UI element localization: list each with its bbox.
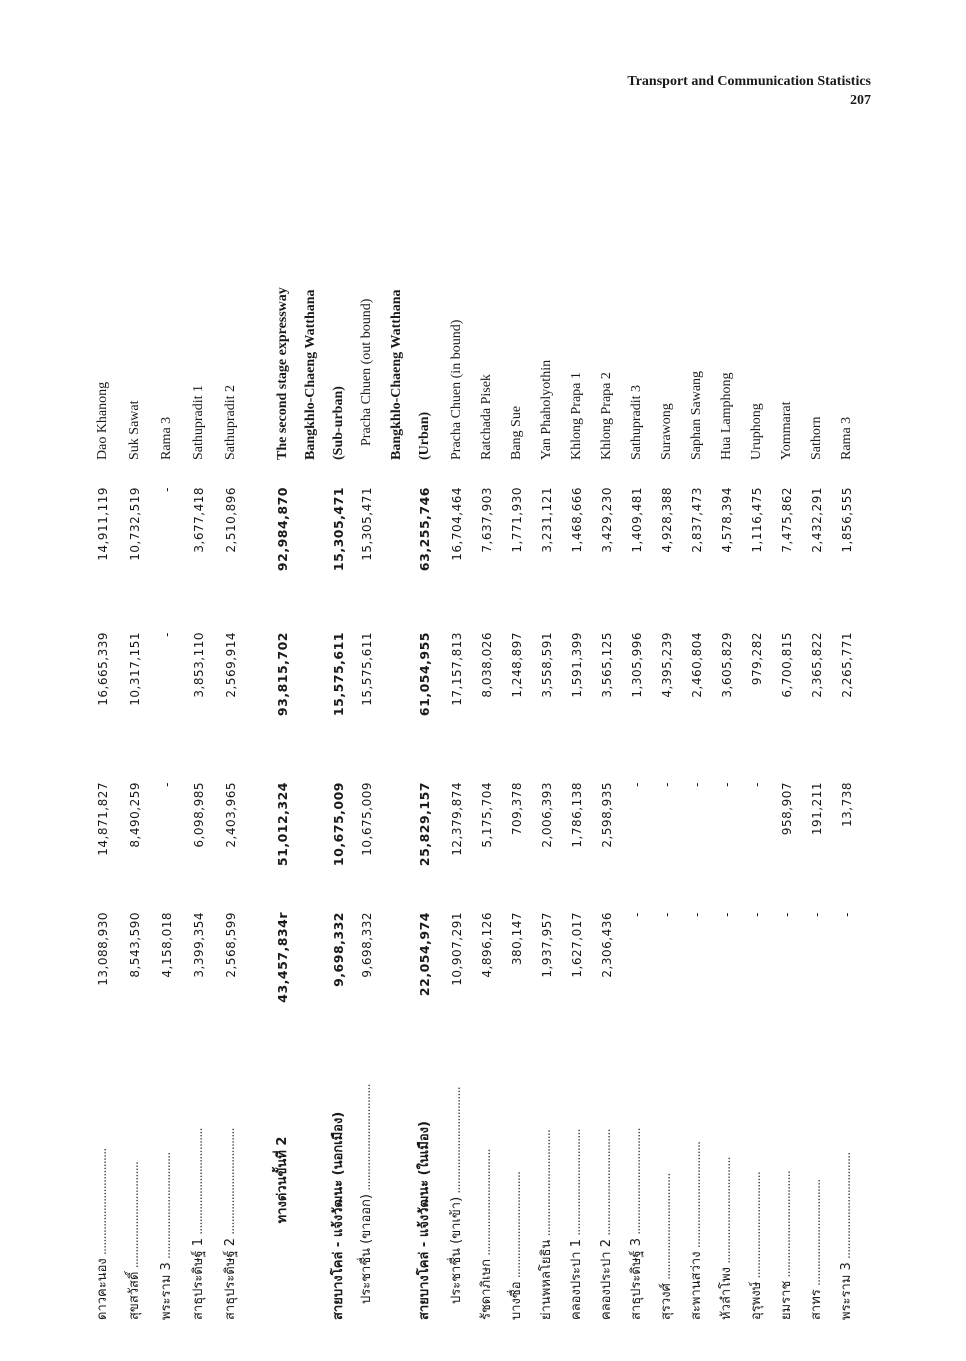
thai-label: คลองประปา 1 .................................. (569, 1129, 584, 1320)
value-col-4: 1,856,555 (840, 487, 854, 553)
table-row-heading (384, 160, 410, 1320)
english-label: Pracha Chuen (in bound) (449, 319, 464, 460)
value-col-2: 13,738 (840, 782, 854, 827)
value-col-4: 2,510,896 (224, 487, 238, 553)
english-label: Uruphong (749, 403, 764, 460)
value-col-1: - (810, 912, 824, 917)
value-col-2: 2,403,965 (224, 782, 238, 848)
rotated-table (90, 160, 890, 1320)
page-header (627, 72, 871, 110)
table-row (474, 160, 500, 1320)
english-label: Khlong Prapa 2 (599, 372, 614, 460)
value-col-3: 8,038,026 (480, 632, 494, 698)
value-col-3: 1,248,897 (510, 632, 524, 698)
value-col-3: 3,853,110 (192, 632, 206, 698)
value-col-1: - (630, 912, 644, 917)
value-col-4: 15,305,471 (331, 487, 346, 572)
value-col-3: 3,605,829 (720, 632, 734, 698)
value-col-2: 6,098,985 (192, 782, 206, 848)
thai-label: สาทร .................................. (809, 1179, 824, 1320)
value-col-3: 15,575,611 (360, 632, 374, 706)
thai-label: ยมราช .................................. (779, 1171, 794, 1320)
value-col-4: 14,911,119 (96, 487, 110, 561)
value-col-3: 1,305,996 (630, 632, 644, 698)
value-col-1: - (660, 912, 674, 917)
value-col-3: 15,575,611 (331, 632, 346, 717)
english-label: Rama 3 (839, 416, 854, 460)
table-row (624, 160, 650, 1320)
english-label: Surawong (659, 403, 674, 460)
thai-label: สุขสวัสดิ์ .................................. (127, 1161, 142, 1320)
english-label: Khlong Prapa 1 (569, 372, 584, 460)
table-row (186, 160, 212, 1320)
table-row (594, 160, 620, 1320)
value-col-4: 7,637,903 (480, 487, 494, 553)
value-col-4: 2,432,291 (810, 487, 824, 553)
english-label: Ratchada Pisek (479, 374, 494, 460)
value-col-3: 3,558,591 (540, 632, 554, 698)
table-row (154, 160, 180, 1320)
thai-section-heading: ทางด่วนขั้นที่ 2 (275, 1136, 290, 1224)
thai-label: ดาวคะนอง .................................. (95, 1148, 110, 1320)
thai-label: คลองประปา 2 .................................. (599, 1129, 614, 1320)
value-col-3: 2,365,822 (810, 632, 824, 698)
thai-label: สาธุประดิษฐ์ 1 .................................. (191, 1128, 206, 1320)
thai-label: อุรุพงษ์ .................................. (749, 1172, 764, 1320)
value-col-2: 12,379,874 (450, 782, 464, 856)
thai-label: พระราม 3 .................................. (159, 1152, 174, 1320)
table-row (534, 160, 560, 1320)
value-col-4: 7,475,862 (780, 487, 794, 553)
value-col-3: 61,054,955 (417, 632, 432, 717)
value-col-1: - (720, 912, 734, 917)
thai-label: รัชดาภิเษก .................................. (479, 1149, 494, 1320)
table-row (774, 160, 800, 1320)
value-col-1: 3,399,354 (192, 912, 206, 978)
table-row (744, 160, 770, 1320)
thai-label: พระราม 3 .................................. (839, 1152, 854, 1320)
thai-label: สุรวงศ์ .................................. (659, 1173, 674, 1320)
value-col-3: 10,317,151 (128, 632, 142, 706)
value-col-4: 10,732,519 (128, 487, 142, 561)
value-col-3: 3,565,125 (600, 632, 614, 698)
thai-label: สาธุประดิษฐ์ 2 .................................. (223, 1128, 238, 1320)
thai-label: สายบางโคล่ - แจ้งวัฒนะ (นอกเมือง) (331, 1111, 346, 1320)
table-row-total (270, 160, 296, 1320)
english-label: Sathupradit 2 (223, 384, 238, 460)
value-col-2: 10,675,009 (331, 782, 346, 867)
english-label: Hua Lamphong (719, 372, 734, 460)
value-col-2: 2,598,935 (600, 782, 614, 848)
english-label: Sathupradit 3 (629, 384, 644, 460)
table-row (122, 160, 148, 1320)
value-col-1: 2,306,436 (600, 912, 614, 978)
thai-label: สายบางโคล่ - แจ้งวัฒนะ (ในเมือง) (417, 1121, 432, 1320)
value-col-3: 2,569,914 (224, 632, 238, 698)
value-col-4: 1,771,930 (510, 487, 524, 553)
value-col-2: 1,786,138 (570, 782, 584, 848)
value-col-4: 4,928,388 (660, 487, 674, 553)
value-col-2: 51,012,324 (275, 782, 290, 867)
page-number: 207 (850, 93, 871, 108)
value-col-4: 4,578,394 (720, 487, 734, 553)
thai-label: หัวลำโพง .................................. (719, 1157, 734, 1320)
value-col-2: - (690, 782, 704, 787)
value-col-4: - (160, 487, 174, 492)
value-col-1: 22,054,974 (417, 912, 432, 997)
english-label: (Urban) (417, 411, 432, 460)
english-label: Sathupradit 1 (191, 384, 206, 460)
english-label: Yommarat (779, 401, 794, 460)
value-col-1: 4,896,126 (480, 912, 494, 978)
value-col-1: - (840, 912, 854, 917)
value-col-2: 10,675,009 (360, 782, 374, 856)
value-col-3: - (160, 632, 174, 637)
value-col-4: 1,468,666 (570, 487, 584, 553)
value-col-2: 5,175,704 (480, 782, 494, 848)
english-label: Sathorn (809, 416, 824, 460)
value-col-1: 13,088,930 (96, 912, 110, 986)
value-col-2: 958,907 (780, 782, 794, 836)
value-col-3: 2,460,804 (690, 632, 704, 698)
table-row (564, 160, 590, 1320)
value-col-4: 1,409,481 (630, 487, 644, 553)
value-col-3: 2,265,771 (840, 632, 854, 698)
value-col-3: 1,591,399 (570, 632, 584, 698)
value-col-1: 43,457,834r (275, 912, 290, 1003)
table-row (504, 160, 530, 1320)
value-col-4: 15,305,471 (360, 487, 374, 561)
table-row (714, 160, 740, 1320)
table-row (218, 160, 244, 1320)
english-label: Yan Phaholyothin (539, 359, 554, 460)
value-col-4: 1,116,475 (750, 487, 764, 553)
value-col-1: 9,698,332 (360, 912, 374, 978)
value-col-1: 1,937,957 (540, 912, 554, 978)
value-col-4: 3,677,418 (192, 487, 206, 553)
value-col-2: 14,871,827 (96, 782, 110, 856)
thai-label: สะพานสว่าง .................................. (689, 1141, 704, 1320)
thai-label: สาธุประดิษฐ์ 3 .................................. (629, 1128, 644, 1320)
table-row (354, 160, 380, 1320)
value-col-1: - (780, 912, 794, 917)
value-col-3: 17,157,813 (450, 632, 464, 706)
value-col-2: 191,211 (810, 782, 824, 836)
value-col-2: 709,378 (510, 782, 524, 836)
value-col-3: 16,665,339 (96, 632, 110, 706)
value-col-4: 16,704,464 (450, 487, 464, 561)
english-label: Rama 3 (159, 416, 174, 460)
table-row-subtotal (326, 160, 352, 1320)
value-col-1: 9,698,332 (331, 912, 346, 987)
value-col-1: 2,568,599 (224, 912, 238, 978)
value-col-2: - (660, 782, 674, 787)
value-col-2: 2,006,393 (540, 782, 554, 848)
value-col-2: 8,490,259 (128, 782, 142, 848)
value-col-1: 1,627,017 (570, 912, 584, 978)
running-title: Transport and Communication Statistics (627, 74, 871, 89)
english-label: Bang Sue (509, 405, 524, 460)
thai-label: ประชาชื่น (ขาเข้า) .................................. (449, 1087, 464, 1304)
value-col-3: 6,700,815 (780, 632, 794, 698)
value-col-4: 92,984,870 (275, 487, 290, 572)
value-col-4: 3,429,230 (600, 487, 614, 553)
value-col-2: - (630, 782, 644, 787)
value-col-1: - (690, 912, 704, 917)
value-col-3: 93,815,702 (275, 632, 290, 717)
english-label: The second stage expressway (275, 287, 290, 460)
value-col-4: 2,837,473 (690, 487, 704, 553)
table-row (654, 160, 680, 1320)
english-label: Bangkhlo-Chaeng Watthana (303, 289, 318, 460)
thai-label: บางซื่อ .................................. (509, 1171, 524, 1320)
table-row (834, 160, 860, 1320)
english-label: Pracha Chuen (out bound) (359, 298, 374, 446)
english-label: Saphan Sawang (689, 370, 704, 460)
english-label: (Sub-urban) (331, 386, 346, 460)
thai-label: ย่านพหลโยธิน .................................. (539, 1130, 554, 1320)
table-row (684, 160, 710, 1320)
value-col-1: 4,158,018 (160, 912, 174, 978)
value-col-3: 979,282 (750, 632, 764, 686)
table-row (90, 160, 116, 1320)
value-col-4: 3,231,121 (540, 487, 554, 553)
value-col-1: - (750, 912, 764, 917)
english-label: Bangkhlo-Chaeng Watthana (389, 289, 404, 460)
english-label: Dao Khanong (95, 381, 110, 460)
english-label: Suk Sawat (127, 400, 142, 460)
value-col-3: 4,395,239 (660, 632, 674, 698)
value-col-2: - (160, 782, 174, 787)
table-row (804, 160, 830, 1320)
table-row-heading (298, 160, 324, 1320)
table-row-subtotal (412, 160, 438, 1320)
thai-label: ประชาชื่น (ขาออก) .................................. (359, 1084, 374, 1304)
value-col-2: - (720, 782, 734, 787)
value-col-2: 25,829,157 (417, 782, 432, 867)
value-col-2: - (750, 782, 764, 787)
value-col-1: 8,543,590 (128, 912, 142, 978)
value-col-4: 63,255,746 (417, 487, 432, 572)
table-row (444, 160, 470, 1320)
value-col-1: 380,147 (510, 912, 524, 966)
value-col-1: 10,907,291 (450, 912, 464, 986)
